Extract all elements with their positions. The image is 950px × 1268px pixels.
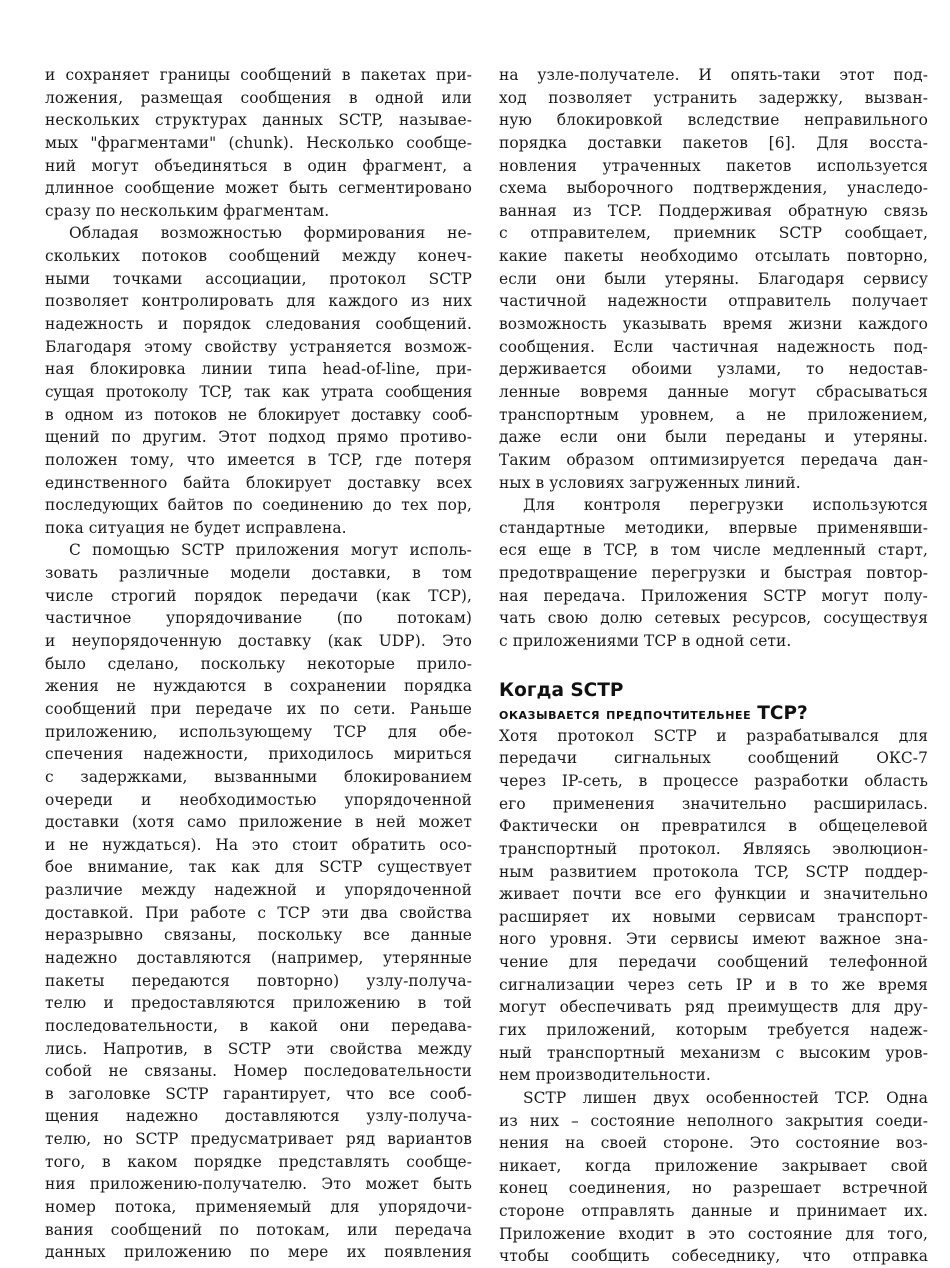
text-line: Хотя протокол SCTP и разрабатывался для [499, 726, 928, 745]
text-line: ная блокировка линии типа head-of-line, при- [45, 360, 472, 379]
text-line: частичное упорядочивание (по потокам) [45, 609, 472, 628]
text-line: ными точками ассоциации, протокол SCTP [45, 269, 472, 288]
text-line: надежность и порядок следования сообщений. [45, 315, 472, 334]
text-line: лись. Напротив, в SCTP эти свойства между [45, 1039, 472, 1058]
text-line: доставки (хотя само приложение в ней может [45, 813, 472, 832]
text-line: спечения надежности, приходилось мириться [45, 745, 472, 764]
text-line: зовать различные модели доставки, в том [45, 564, 472, 583]
text-line: сразу по нескольким фрагментам. [45, 201, 330, 220]
text-line: единственного байта блокирует доставку всех [45, 473, 472, 492]
text-line: очереди и необходимостью упорядоченной [45, 790, 472, 809]
text-line: телю и предоставляются приложению в той [45, 994, 472, 1013]
text-line: позволяет контролировать для каждого из них [45, 292, 472, 311]
text-line: Для контроля перегрузки используются [523, 496, 928, 515]
paragraph [499, 64, 928, 494]
text-line: какие пакеты необходимо отсылать повторно, [499, 247, 928, 266]
text-line: вания сообщений по потокам, или передача [45, 1220, 472, 1239]
text-line: ного уровня. Эти сервисы имеют важное зна- [499, 930, 928, 949]
paragraph [499, 494, 928, 652]
section-spacer [499, 653, 928, 677]
heading-line-2-caps: TCP? [757, 702, 808, 724]
text-line: ных в условиях загруженных линий. [499, 473, 801, 492]
text-line: с приложениями TCP в одной сети. [499, 632, 792, 651]
text-line: нескольких структурах данных SCTP, называе- [45, 111, 472, 130]
text-line: бое внимание, так как для SCTP существует [45, 858, 472, 877]
heading-line-2-smallcaps: оказывается предпочтительнее [499, 704, 752, 723]
text-line: и неупорядоченную доставку (как UDP). Это [45, 632, 472, 651]
text-line: стандартные методики, впервые применявши- [499, 518, 928, 537]
paragraph [45, 64, 472, 222]
text-line: ная передача. Приложения SCTP могут полу- [499, 586, 928, 605]
text-line: порядка доставки пакетов [6]. Для восста- [499, 133, 928, 152]
right-column [499, 64, 928, 1268]
text-line: ную блокировкой вследствие неправильного [499, 111, 928, 130]
text-line: SCTP лишен двух особенностей TCP. Одна [523, 1088, 928, 1107]
text-line: чение для передачи сообщений телефонной [499, 953, 928, 972]
text-line: Приложение входит в это состояние для того, [499, 1224, 928, 1243]
text-line: жения не нуждаются в сохранении порядка [45, 677, 472, 696]
text-line: сущая протоколу TCP, так как утрата сообщения [45, 382, 472, 401]
text-line: предотвращение перегрузки и быстрая повтор- [499, 564, 928, 583]
text-line: гих приложений, которым требуется надеж- [499, 1020, 928, 1039]
text-line: нем производительности. [499, 1066, 711, 1085]
text-line: нения на своей стороне. Это состояние воз- [499, 1134, 928, 1153]
text-line: живает почти все его функции и значительно [499, 885, 928, 904]
text-line: сообщений при передаче их по сети. Раньше [45, 699, 472, 718]
text-line: данных приложению по мере их появления [45, 1243, 472, 1262]
text-line: расширяет их новыми сервисам транспорт- [499, 907, 928, 926]
text-line: телю, но SCTP предусматривает ряд вариантов [45, 1130, 472, 1149]
text-line: пакеты передаются повторно) узлу-получа- [45, 971, 472, 990]
text-line: в одном из потоков не блокирует доставку сооб- [45, 405, 472, 424]
text-line: ния приложению-получателю. Это может быть [45, 1175, 472, 1194]
text-line: мых "фрагментами" (chunk). Несколько сообще- [45, 133, 472, 152]
text-line: могут обеспечивать ряд преимуществ для дру- [499, 998, 928, 1017]
text-line: стороне отправлять данные и принимает их. [499, 1202, 928, 1221]
text-line: даже если они были переданы и утеряны. [499, 428, 928, 447]
text-line: Благодаря этому свойству устраняется возмож- [45, 337, 472, 356]
text-line: собой не связаны. Номер последовательности [45, 1062, 472, 1081]
text-line: ным развитием протокола TCP, SCTP поддер- [499, 862, 928, 881]
text-line: щения надежно доставляются узлу-получа- [45, 1107, 472, 1126]
text-line: ход позволяет устранить задержку, вызван- [499, 88, 928, 107]
text-line: ложения, размещая сообщения в одной или [45, 88, 472, 107]
text-line: длинное сообщение может быть сегментировано [45, 179, 472, 198]
text-line: в заголовке SCTP гарантирует, что все сооб- [45, 1084, 472, 1103]
text-line: пока ситуация не будет исправлена. [45, 518, 347, 537]
text-line: приложению, использующему TCP для обе- [45, 722, 472, 741]
text-line: ный транспортный механизм с высоким уров- [499, 1043, 928, 1062]
text-line: Таким образом оптимизируется передача дан- [499, 450, 928, 469]
text-line: последовательности, в какой они передава- [45, 1016, 472, 1035]
text-line: ванная из TCP. Поддерживая обратную связь [499, 201, 928, 220]
text-line: на узле-получателе. И опять-таки этот под- [499, 66, 928, 84]
paragraph [499, 725, 928, 1087]
text-line: возможность указывать время жизни каждого [499, 315, 928, 334]
text-line: было сделано, поскольку некоторые прило- [45, 654, 472, 673]
paragraph [45, 222, 472, 539]
text-line: того, в каком порядке представлять сообще- [45, 1152, 472, 1171]
text-line: положен тому, что имеется в TCP, где потеря [45, 450, 472, 469]
text-line: его применения значительно расширилась. [499, 794, 928, 813]
section-heading [499, 679, 928, 725]
text-line: Фактически он превратился в общецелевой [499, 817, 928, 836]
text-line: номер потока, применяемый для упорядочи- [45, 1198, 472, 1217]
text-line: доставкой. При работе с TCP эти два свойства [45, 903, 472, 922]
text-line: новления утраченных пакетов используется [499, 156, 928, 175]
text-line: из них – состояние неполного закрытия соеди- [499, 1111, 928, 1130]
text-line: транспортным уровнем, а не приложением, [499, 405, 928, 424]
text-line: транспортный протокол. Являясь эволюцион- [499, 839, 928, 858]
left-column [45, 64, 472, 1264]
text-line: передачи сигнальных сообщений ОКС-7 [499, 749, 928, 768]
text-line: щений по другим. Этот подход прямо противо- [45, 428, 472, 447]
text-line: скольких потоков сообщений между конеч- [45, 247, 472, 266]
paragraph [45, 539, 472, 1264]
text-line: через IP-сеть, в процессе разработки область [499, 771, 928, 790]
heading-line-2 [499, 703, 928, 725]
text-line: с отправителем, приемник SCTP сообщает, [499, 224, 928, 243]
text-line: Обладая возможностью формирования не- [69, 224, 472, 243]
text-line: ний могут объединяться в один фрагмент, а [45, 156, 472, 175]
text-line: держивается обоими узлами, то недостав- [499, 360, 928, 379]
text-line: неразрывно связаны, поскольку все данные [45, 926, 472, 945]
text-line: с задержками, вызванными блокированием [45, 767, 472, 786]
text-line: конец соединения, но разрешает встречной [499, 1179, 928, 1198]
text-line: надежно доставляются (например, утерянные [45, 948, 472, 967]
text-line: и не нуждаться). На это стоит обратить осо- [45, 835, 472, 854]
text-line: никает, когда приложение закрывает свой [499, 1156, 928, 1175]
text-line: С помощью SCTP приложения могут исполь- [69, 541, 472, 560]
text-line: сигнализации через сеть IP и в то же время [499, 975, 928, 994]
text-line: еся еще в TCP, в том числе медленный старт, [499, 541, 928, 560]
text-line: числе строгий порядок передачи (как TCP), [45, 586, 472, 605]
text-line: чтобы сообщить собеседнику, что отправка [499, 1247, 928, 1266]
heading-line-1: Когда SCTP [499, 679, 624, 701]
text-line: сообщения. Если частичная надежность под- [499, 337, 928, 356]
text-line: схема выборочного подтверждения, унаследо- [499, 179, 928, 198]
text-line: различие между надежной и упорядоченной [45, 881, 472, 900]
text-line: последующих байтов по соединению до тех пор, [45, 496, 472, 515]
text-line: и сохраняет границы сообщений в пакетах при- [45, 66, 472, 84]
text-line: частичной надежности отправитель получает [499, 292, 928, 311]
text-line: ленные вовремя данные могут сбрасываться [499, 382, 928, 401]
text-line: чать свою долю сетевых ресурсов, сосуществуя [499, 609, 928, 628]
paragraph [499, 1087, 928, 1268]
text-line: если они были утеряны. Благодаря сервису [499, 269, 928, 288]
